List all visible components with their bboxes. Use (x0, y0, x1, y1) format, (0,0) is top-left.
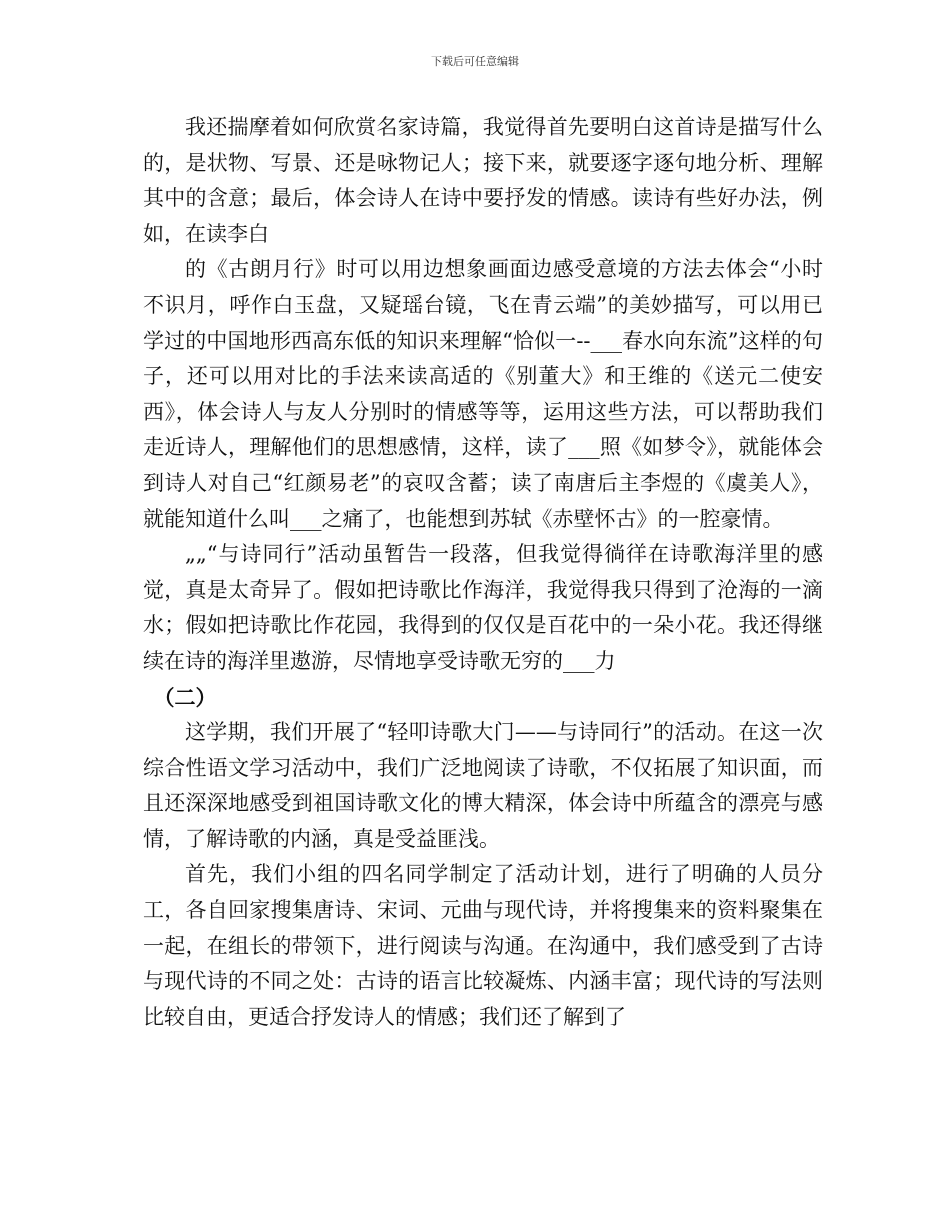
paragraph-appreciation: 我还揣摩着如何欣赏名家诗篇，我觉得首先要明白这首诗是描写什么的，是状物、写景、还是咏物记人；接下来，就要逐字逐句地分析、理解其中的含意；最后，体会诗人在诗中要抒发的情感。读诗有些好办法，例如，在读李白 (143, 115, 823, 246)
page-header: 下载后可任意编辑 (431, 55, 519, 68)
section-heading: （二） (153, 684, 217, 710)
paragraph-activity-intro: 这学期，我们开展了“轻叩诗歌大门——与诗同行”的活动。在这一次综合性语文学习活动中，我们广泛地阅读了诗歌，不仅拓展了知识面，而且还深深地感受到祖国诗歌文化的博大精深，体会诗中所蕴含的漂亮与感情，了解诗歌的内涵，真是受益匪浅。 (143, 720, 823, 851)
paragraph-conclusion: „„“与诗同行”活动虽暂告一段落，但我觉得徜徉在诗歌海洋里的感觉，真是太奇异了。假如把诗歌比作海洋，我觉得我只得到了沧海的一滴水；假如把诗歌比作花园，我得到的仅仅是百花中的一朵小花。我还得继续在诗的海洋里遨游，尽情地享受诗歌无穷的___力 (143, 542, 823, 673)
document-body (143, 110, 823, 1035)
paragraph-methods: 的《古朗月行》时可以用边想象画面边感受意境的方法去体会“小时不识月，呼作白玉盘，又疑瑶台镜，飞在青云端”的美妙描写，可以用已学过的中国地形西高东低的知识来理解“恰似一--___春水向东流”这样的句子，还可以用对比的手法来读高适的《别董大》和王维的《送元二使安西》，体会诗人与友人分别时的情感等等，运用这些方法，可以帮助我们走近诗人，理解他们的思想感情，这样，读了___照《如梦令》，就能体会到诗人对自己“红颜易老”的哀叹含蓄；读了南唐后主李煜的《虞美人》，就能知道什么叫___之痛了，也能想到苏轼《赤壁怀古》的一腔豪情。 (143, 257, 823, 531)
paragraph-group-plan: 首先，我们小组的四名同学制定了活动计划，进行了明确的人员分工，各自回家搜集唐诗、宋词、元曲与现代诗，并将搜集来的资料聚集在一起，在组长的带领下，进行阅读与沟通。在沟通中，我们感受到了古诗与现代诗的不同之处：古诗的语言比较凝炼、内涵丰富；现代诗的写法则比较自由，更适合抒发诗人的情感；我们还了解到了 (143, 862, 823, 1029)
